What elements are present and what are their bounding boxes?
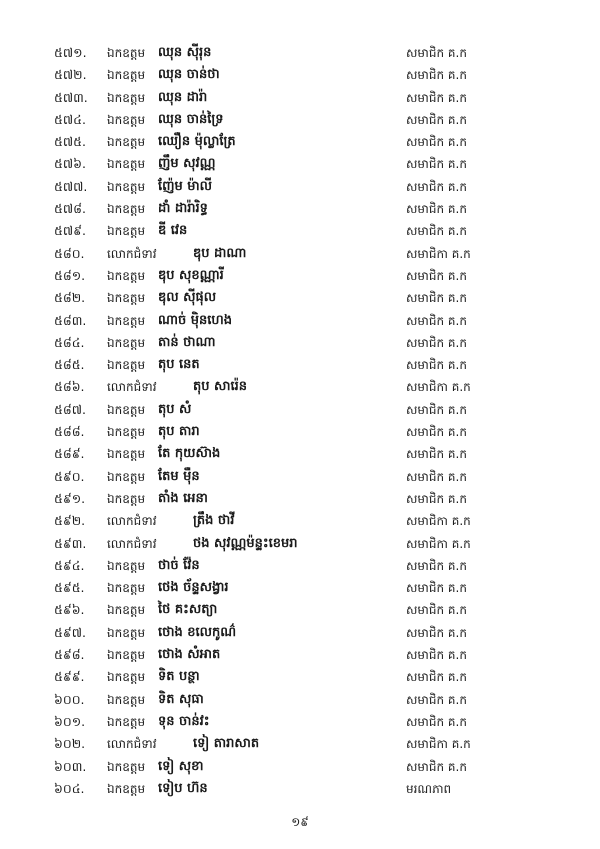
entry-number: ៥៧៧. — [54, 178, 88, 194]
entry-role: សមាជិកា គ.ក — [406, 514, 471, 529]
entry-number: ៥៩៨. — [54, 647, 85, 663]
list-item — [0, 42, 600, 64]
entry-name: ថង សុវណ្ណម៉ន្ទះខេមរា — [193, 535, 298, 551]
entry-number: ៥៧៩. — [54, 223, 86, 239]
entry-title: ឯកឧត្តម — [107, 670, 146, 685]
entry-role: សមាជិក គ.ក — [406, 112, 467, 127]
entry-number: ៥៧៨. — [54, 201, 86, 217]
entry-title: ឯកឧត្តម — [107, 335, 146, 350]
entry-name: ទិត បន្ថា — [158, 669, 200, 685]
list-item — [0, 488, 600, 510]
entry-title: ឯកឧត្តម — [107, 781, 146, 796]
entry-number: ៥៩៤. — [54, 557, 85, 573]
list-item — [0, 555, 600, 577]
entry-role: សមាជិកា គ.ក — [406, 536, 471, 551]
entry-role: សមាជិក គ.ក — [406, 625, 467, 640]
entry-title: ឯកឧត្តម — [107, 581, 146, 596]
entry-number: ៥៩១. — [54, 490, 86, 506]
entry-name: ឈុន ចាន់ថា — [158, 67, 220, 83]
list-item — [0, 265, 600, 287]
entry-title: ឯកឧត្តម — [107, 648, 146, 663]
entry-role: សមាជិក គ.ក — [406, 68, 467, 83]
entry-number: ៦០២. — [54, 736, 86, 752]
entry-role: មរណភាព — [406, 781, 452, 796]
entry-title: ឯកឧត្តម — [107, 268, 146, 283]
entry-role: សមាជិក គ.ក — [406, 648, 467, 663]
entry-number: ៥៨១. — [54, 267, 86, 283]
entry-title: លោកជំទាវ — [107, 737, 157, 752]
entry-role: សមាជិក គ.ក — [406, 202, 467, 217]
list-item — [0, 176, 600, 198]
entry-title: ឯកឧត្តម — [107, 202, 146, 217]
list-item — [0, 622, 600, 644]
entry-role: សមាជិក គ.ក — [406, 759, 467, 774]
entry-number: ៥៨៨. — [54, 424, 85, 440]
entry-number: ៥៩៥. — [54, 580, 85, 596]
entry-title: លោកជំទាវ — [107, 514, 157, 529]
entry-name: ថាច់ វ៉ែន — [158, 557, 200, 573]
entry-number: ៥៩៦. — [54, 602, 85, 618]
list-item — [0, 243, 600, 265]
list-item — [0, 599, 600, 621]
entry-name: តុប សារ៉េន — [193, 379, 248, 395]
entry-name: ឈឿន ម៉ុល្លាត្រែ — [158, 134, 236, 150]
list-item — [0, 533, 600, 555]
entry-name: តុប សំ — [158, 401, 192, 417]
entry-name: ថៃ គះសត្យា — [158, 602, 218, 618]
entry-title: ឯកឧត្តម — [107, 491, 146, 506]
entry-role: សមាជិក គ.ក — [406, 335, 467, 350]
entry-title: ឯកឧត្តម — [107, 313, 146, 328]
entry-name: តាំង អេនា — [158, 490, 208, 506]
list-item — [0, 287, 600, 309]
entry-title: ឯកឧត្តម — [107, 90, 146, 105]
list-item — [0, 198, 600, 220]
list-item — [0, 689, 600, 711]
entry-role: សមាជិក គ.ក — [406, 558, 467, 573]
list-item — [0, 443, 600, 465]
entry-number: ៦០៣. — [54, 758, 87, 774]
entry-title: ឯកឧត្តម — [107, 759, 146, 774]
entry-role: សមាជិក គ.ក — [406, 581, 467, 596]
list-item — [0, 510, 600, 532]
entry-number: ៥៨២. — [54, 290, 86, 306]
list-item — [0, 644, 600, 666]
entry-name: តុប តារា — [158, 424, 200, 440]
list-item — [0, 87, 600, 109]
entry-number: ៥៧៣. — [54, 89, 88, 105]
entry-name: តែ កុយស៊ាង — [158, 446, 221, 462]
entry-title: ឯកឧត្តម — [107, 112, 146, 127]
entry-role: សមាជិក គ.ក — [406, 692, 467, 707]
entry-title: ឯកឧត្តម — [107, 692, 146, 707]
list-item — [0, 756, 600, 778]
entry-number: ៦០៤. — [54, 780, 85, 796]
entry-name: ដាំ ដារ៉ារិទ្ធ — [158, 201, 208, 217]
entry-number: ៥៩៩. — [54, 669, 85, 685]
entry-number: ៥៧៥. — [54, 134, 86, 150]
entry-title: ឯកឧត្តម — [107, 425, 146, 440]
entry-name: តុប នេត — [158, 357, 200, 373]
entry-title: ឯកឧត្តម — [107, 224, 146, 239]
entry-role: សមាជិក គ.ក — [406, 603, 467, 618]
list-item — [0, 109, 600, 131]
list-item — [0, 399, 600, 421]
entry-name: ឌុប ដាណា — [193, 245, 247, 261]
list-item — [0, 220, 600, 242]
list-item — [0, 577, 600, 599]
list-item — [0, 421, 600, 443]
entry-number: ៥៨៩. — [54, 446, 85, 462]
entry-role: សមាជិក គ.ក — [406, 313, 467, 328]
entry-number: ៥៩០. — [54, 468, 85, 484]
entry-role: សមាជិកា គ.ក — [406, 380, 471, 395]
member-list — [0, 42, 600, 800]
entry-number: ៥៩២. — [54, 513, 86, 529]
entry-role: សមាជិក គ.ក — [406, 135, 467, 150]
entry-title: ឯកឧត្តម — [107, 402, 146, 417]
list-item — [0, 354, 600, 376]
entry-number: ៥៨៣. — [54, 312, 87, 328]
entry-title: លោកជំទាវ — [107, 246, 157, 261]
entry-name: ថោង សំអាត — [158, 647, 221, 663]
entry-name: ឈុន ចាន់ទ្រៃ — [158, 111, 224, 127]
entry-name: ទុន ចាន់វះ — [158, 713, 210, 729]
entry-number: ៥៩៧. — [54, 624, 86, 640]
entry-title: លោកជំទាវ — [107, 536, 157, 551]
entry-title: ឯកឧត្តម — [107, 625, 146, 640]
list-item — [0, 733, 600, 755]
entry-name: ឈុន ស៊ីរុន — [158, 45, 212, 60]
entry-name: តាន់ ថាណា — [158, 334, 216, 350]
entry-name: ញ៉ែម ម៉ាលី — [158, 178, 213, 194]
entry-role: សមាជិកា គ.ក — [406, 737, 471, 752]
entry-name: ញឹម សុវណ្ណ — [158, 156, 216, 172]
list-item — [0, 332, 600, 354]
entry-number: ៦០១. — [54, 713, 86, 729]
list-item — [0, 711, 600, 733]
list-item — [0, 466, 600, 488]
entry-name: ទៀ តារាសាត — [193, 736, 260, 752]
entry-role: សមាជិក គ.ក — [406, 447, 467, 462]
entry-title: ឯកឧត្តម — [107, 447, 146, 462]
entry-name: ឈុន ដារ៉ា — [158, 89, 208, 105]
list-item — [0, 64, 600, 86]
entry-role: សមាជិក គ.ក — [406, 224, 467, 239]
entry-title: ឯកឧត្តម — [107, 358, 146, 373]
entry-number: ៥៨៦. — [54, 379, 85, 395]
entry-number: ៥៧២. — [54, 67, 87, 83]
entry-name: ឌុប សុខណ្ណារី — [158, 267, 224, 283]
entry-title: ឯកឧត្តម — [107, 46, 146, 60]
list-item — [0, 153, 600, 175]
entry-name: ថេង ច័ន្ទសង្វារ — [158, 580, 229, 596]
entry-title: ឯកឧត្តម — [107, 603, 146, 618]
entry-name: តែម ម៉ឺន — [158, 468, 200, 484]
entry-name: ត្រឹង ថាវី — [193, 513, 235, 529]
list-item — [0, 376, 600, 398]
entry-name: ទៀ សុខា — [158, 758, 204, 774]
entry-title: ឯកឧត្តម — [107, 157, 146, 172]
entry-role: សមាជិក គ.ក — [406, 46, 467, 60]
entry-role: សមាជិក គ.ក — [406, 469, 467, 484]
entry-role: សមាជិក គ.ក — [406, 358, 467, 373]
entry-title: ឯកឧត្តម — [107, 68, 146, 83]
entry-role: សមាជិកា គ.ក — [406, 246, 471, 261]
entry-name: ទៀប ហ៊ន — [158, 780, 208, 796]
entry-title: ឯកឧត្តម — [107, 291, 146, 306]
entry-name: ឌី វេន — [158, 223, 188, 239]
entry-title: ឯកឧត្តម — [107, 469, 146, 484]
entry-number: ៥៧១. — [54, 45, 87, 60]
entry-title: ឯកឧត្តម — [107, 135, 146, 150]
entry-title: លោកជំទាវ — [107, 380, 157, 395]
entry-title: ឯកឧត្តម — [107, 558, 146, 573]
entry-number: ៥៧៦. — [54, 156, 86, 172]
entry-name: ថោង ខលេកូណ៌ — [158, 624, 237, 640]
entry-number: ៥៨៧. — [54, 401, 86, 417]
entry-number: ៥៨០. — [54, 245, 85, 261]
list-item — [0, 666, 600, 688]
entry-name: ទិត សុធា — [158, 691, 204, 707]
entry-role: សមាជិក គ.ក — [406, 425, 467, 440]
entry-role: សមាជិក គ.ក — [406, 179, 467, 194]
entry-role: សមាជិក គ.ក — [406, 491, 467, 506]
entry-role: សមាជិក គ.ក — [406, 157, 467, 172]
page-number: ១៩ — [291, 815, 309, 829]
entry-role: សមាជិក គ.ក — [406, 670, 467, 685]
entry-title: ឯកឧត្តម — [107, 714, 146, 729]
entry-number: ៥៧៤. — [54, 111, 86, 127]
entry-role: សមាជិក គ.ក — [406, 714, 467, 729]
entry-role: សមាជិក គ.ក — [406, 291, 467, 306]
entry-number: ៥៨៤. — [54, 334, 85, 350]
entry-role: សមាជិក គ.ក — [406, 90, 467, 105]
list-item — [0, 131, 600, 153]
list-item — [0, 310, 600, 332]
list-item — [0, 778, 600, 800]
entry-number: ៥៨៥. — [54, 357, 85, 373]
entry-number: ៦០០. — [54, 691, 85, 707]
entry-number: ៥៩៣. — [54, 535, 87, 551]
entry-role: សមាជិក គ.ក — [406, 402, 467, 417]
entry-title: ឯកឧត្តម — [107, 179, 146, 194]
entry-name: ណាច់ ម៉ិនហេង — [158, 312, 233, 328]
entry-name: ឌុល ស៊ីផុល — [158, 290, 217, 306]
entry-role: សមាជិក គ.ក — [406, 268, 467, 283]
